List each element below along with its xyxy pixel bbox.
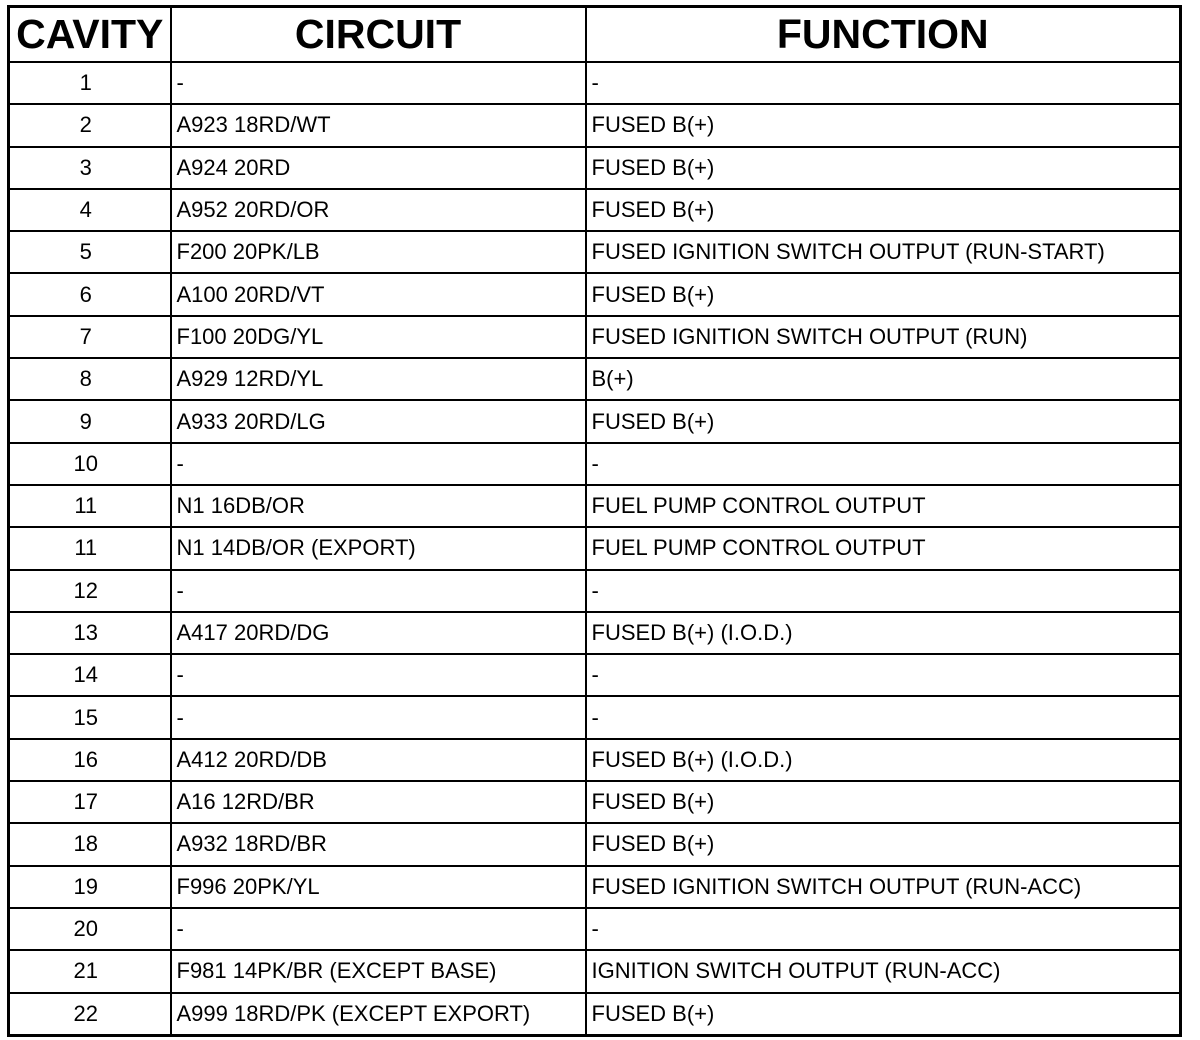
circuit-cell: - — [171, 908, 586, 950]
circuit-cell: A16 12RD/BR — [171, 781, 586, 823]
table-row — [9, 189, 1181, 231]
cavity-cell: 12 — [9, 570, 171, 612]
function-cell: - — [586, 62, 1181, 104]
circuit-cell: A923 18RD/WT — [171, 104, 586, 146]
circuit-cell: A952 20RD/OR — [171, 189, 586, 231]
table-row — [9, 696, 1181, 738]
function-cell: FUSED B(+) — [586, 147, 1181, 189]
function-cell: FUSED IGNITION SWITCH OUTPUT (RUN) — [586, 316, 1181, 358]
table-row — [9, 443, 1181, 485]
cavity-cell: 11 — [9, 527, 171, 569]
circuit-cell: - — [171, 570, 586, 612]
cavity-cell: 9 — [9, 400, 171, 442]
cavity-cell: 13 — [9, 612, 171, 654]
circuit-cell: F200 20PK/LB — [171, 231, 586, 273]
cavity-cell: 21 — [9, 950, 171, 992]
header-function: FUNCTION — [586, 7, 1181, 63]
circuit-cell: F981 14PK/BR (EXCEPT BASE) — [171, 950, 586, 992]
function-cell: FUSED B(+) — [586, 823, 1181, 865]
cavity-cell: 3 — [9, 147, 171, 189]
cavity-cell: 2 — [9, 104, 171, 146]
cavity-cell: 1 — [9, 62, 171, 104]
connector-pinout-table — [7, 5, 1182, 1037]
function-cell: - — [586, 443, 1181, 485]
cavity-cell: 11 — [9, 485, 171, 527]
table-row — [9, 570, 1181, 612]
cavity-cell: 14 — [9, 654, 171, 696]
circuit-cell: A924 20RD — [171, 147, 586, 189]
table-row — [9, 104, 1181, 146]
function-cell: FUSED B(+) — [586, 189, 1181, 231]
cavity-cell: 6 — [9, 273, 171, 315]
table-row — [9, 739, 1181, 781]
function-cell: FUEL PUMP CONTROL OUTPUT — [586, 485, 1181, 527]
circuit-cell: - — [171, 654, 586, 696]
function-cell: FUSED B(+) (I.O.D.) — [586, 739, 1181, 781]
cavity-cell: 18 — [9, 823, 171, 865]
circuit-cell: F996 20PK/YL — [171, 866, 586, 908]
function-cell: FUEL PUMP CONTROL OUTPUT — [586, 527, 1181, 569]
header-row — [9, 7, 1181, 63]
circuit-cell: - — [171, 62, 586, 104]
circuit-cell: N1 16DB/OR — [171, 485, 586, 527]
circuit-cell: A999 18RD/PK (EXCEPT EXPORT) — [171, 993, 586, 1036]
header-cavity: CAVITY — [9, 7, 171, 63]
table-row — [9, 993, 1181, 1036]
circuit-cell: - — [171, 696, 586, 738]
table-row — [9, 654, 1181, 696]
cavity-cell: 16 — [9, 739, 171, 781]
function-cell: - — [586, 654, 1181, 696]
table-row — [9, 823, 1181, 865]
table-row — [9, 612, 1181, 654]
circuit-cell: - — [171, 443, 586, 485]
cavity-cell: 10 — [9, 443, 171, 485]
cavity-cell: 20 — [9, 908, 171, 950]
table-body — [9, 62, 1181, 1035]
table-row — [9, 400, 1181, 442]
function-cell: FUSED B(+) — [586, 273, 1181, 315]
table-row — [9, 950, 1181, 992]
circuit-cell: A412 20RD/DB — [171, 739, 586, 781]
circuit-cell: N1 14DB/OR (EXPORT) — [171, 527, 586, 569]
table-row — [9, 273, 1181, 315]
function-cell: FUSED IGNITION SWITCH OUTPUT (RUN-ACC) — [586, 866, 1181, 908]
cavity-cell: 22 — [9, 993, 171, 1036]
circuit-cell: F100 20DG/YL — [171, 316, 586, 358]
circuit-cell: A933 20RD/LG — [171, 400, 586, 442]
function-cell: B(+) — [586, 358, 1181, 400]
function-cell: FUSED B(+) — [586, 781, 1181, 823]
cavity-cell: 17 — [9, 781, 171, 823]
cavity-cell: 15 — [9, 696, 171, 738]
cavity-cell: 5 — [9, 231, 171, 273]
table-row — [9, 231, 1181, 273]
function-cell: FUSED B(+) (I.O.D.) — [586, 612, 1181, 654]
circuit-cell: A932 18RD/BR — [171, 823, 586, 865]
function-cell: - — [586, 570, 1181, 612]
table-row — [9, 62, 1181, 104]
function-cell: IGNITION SWITCH OUTPUT (RUN-ACC) — [586, 950, 1181, 992]
header-circuit: CIRCUIT — [171, 7, 586, 63]
cavity-cell: 4 — [9, 189, 171, 231]
table-row — [9, 485, 1181, 527]
function-cell: FUSED B(+) — [586, 400, 1181, 442]
table-row — [9, 527, 1181, 569]
circuit-cell: A100 20RD/VT — [171, 273, 586, 315]
circuit-cell: A417 20RD/DG — [171, 612, 586, 654]
table-row — [9, 781, 1181, 823]
table-row — [9, 866, 1181, 908]
function-cell: - — [586, 696, 1181, 738]
function-cell: FUSED IGNITION SWITCH OUTPUT (RUN-START) — [586, 231, 1181, 273]
cavity-cell: 8 — [9, 358, 171, 400]
function-cell: FUSED B(+) — [586, 104, 1181, 146]
table-row — [9, 908, 1181, 950]
cavity-cell: 7 — [9, 316, 171, 358]
table-header — [9, 7, 1181, 63]
circuit-cell: A929 12RD/YL — [171, 358, 586, 400]
table-row — [9, 316, 1181, 358]
table-row — [9, 147, 1181, 189]
table-row — [9, 358, 1181, 400]
function-cell: - — [586, 908, 1181, 950]
cavity-cell: 19 — [9, 866, 171, 908]
function-cell: FUSED B(+) — [586, 993, 1181, 1036]
